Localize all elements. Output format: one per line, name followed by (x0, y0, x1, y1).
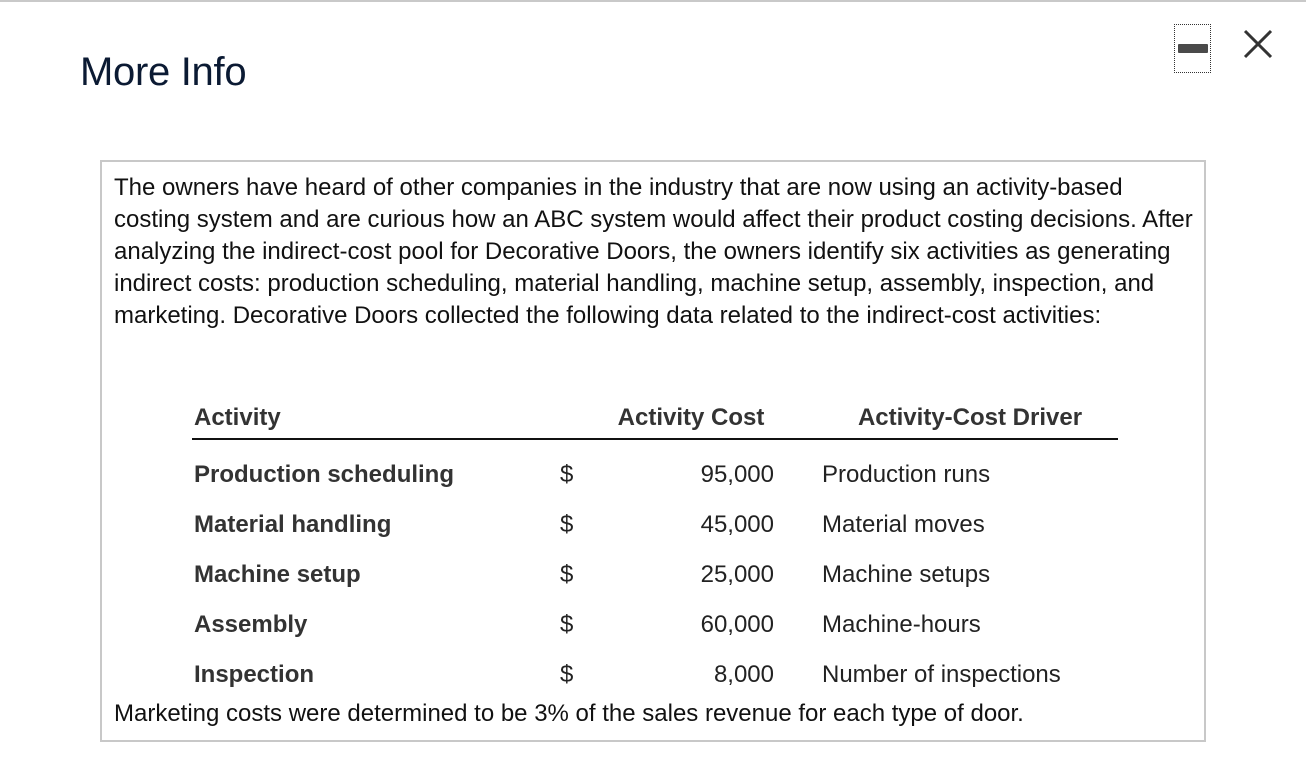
currency-symbol: $ (560, 611, 574, 638)
minimize-button[interactable] (1174, 24, 1211, 73)
cost-driver: Material moves (822, 511, 985, 538)
activity-cost: 25,000 (700, 561, 774, 588)
activity-name: Production scheduling (194, 461, 455, 488)
cost-driver: Production runs (822, 461, 991, 488)
close-icon (1243, 29, 1273, 59)
currency-symbol: $ (560, 461, 574, 488)
activity-cost: 8,000 (713, 661, 774, 688)
activity-name: Machine setup (194, 561, 361, 588)
table-row (192, 439, 1118, 500)
activity-name: Assembly (194, 611, 308, 638)
cost-driver: Machine-hours (822, 611, 981, 638)
table-header-row (192, 392, 1118, 439)
header-activity: Activity (192, 392, 560, 439)
table-row (192, 650, 1118, 700)
top-divider (0, 0, 1306, 2)
minimize-icon (1178, 44, 1208, 53)
cost-driver: Number of inspections (822, 661, 1061, 688)
dialog-title: More Info (80, 50, 247, 94)
header-activity-cost: Activity Cost (560, 392, 822, 439)
header-activity-cost-driver: Activity-Cost Driver (822, 392, 1118, 439)
activity-cost: 60,000 (700, 611, 774, 638)
currency-symbol: $ (560, 661, 574, 688)
currency-symbol: $ (560, 561, 574, 588)
table-row (192, 550, 1118, 600)
currency-symbol: $ (560, 511, 574, 538)
marketing-note: Marketing costs were determined to be 3% of the sales revenue for each type of door. (114, 700, 1024, 727)
table-row (192, 600, 1118, 650)
close-button[interactable] (1240, 26, 1276, 62)
activity-cost: 45,000 (700, 511, 774, 538)
activity-name: Material handling (194, 511, 392, 538)
activity-cost-table (192, 392, 1118, 700)
activity-name: Inspection (194, 661, 315, 688)
info-panel (100, 160, 1206, 742)
activity-cost: 95,000 (700, 461, 774, 488)
table-row (192, 500, 1118, 550)
intro-text: The owners have heard of other companies in the industry that are now using an activity-based costing system and are curious how an ABC system would affect their product costing decisions. After analyzing the indirect-cost pool for Decorative Doors, the owners identify six activities as generating indirect costs: production scheduling, material handling, machine setup, assembly, inspection, and marketing. Decorative Doors collected the following data related to the indirect-cost activities: (114, 174, 1193, 329)
cost-driver: Machine setups (822, 561, 991, 588)
